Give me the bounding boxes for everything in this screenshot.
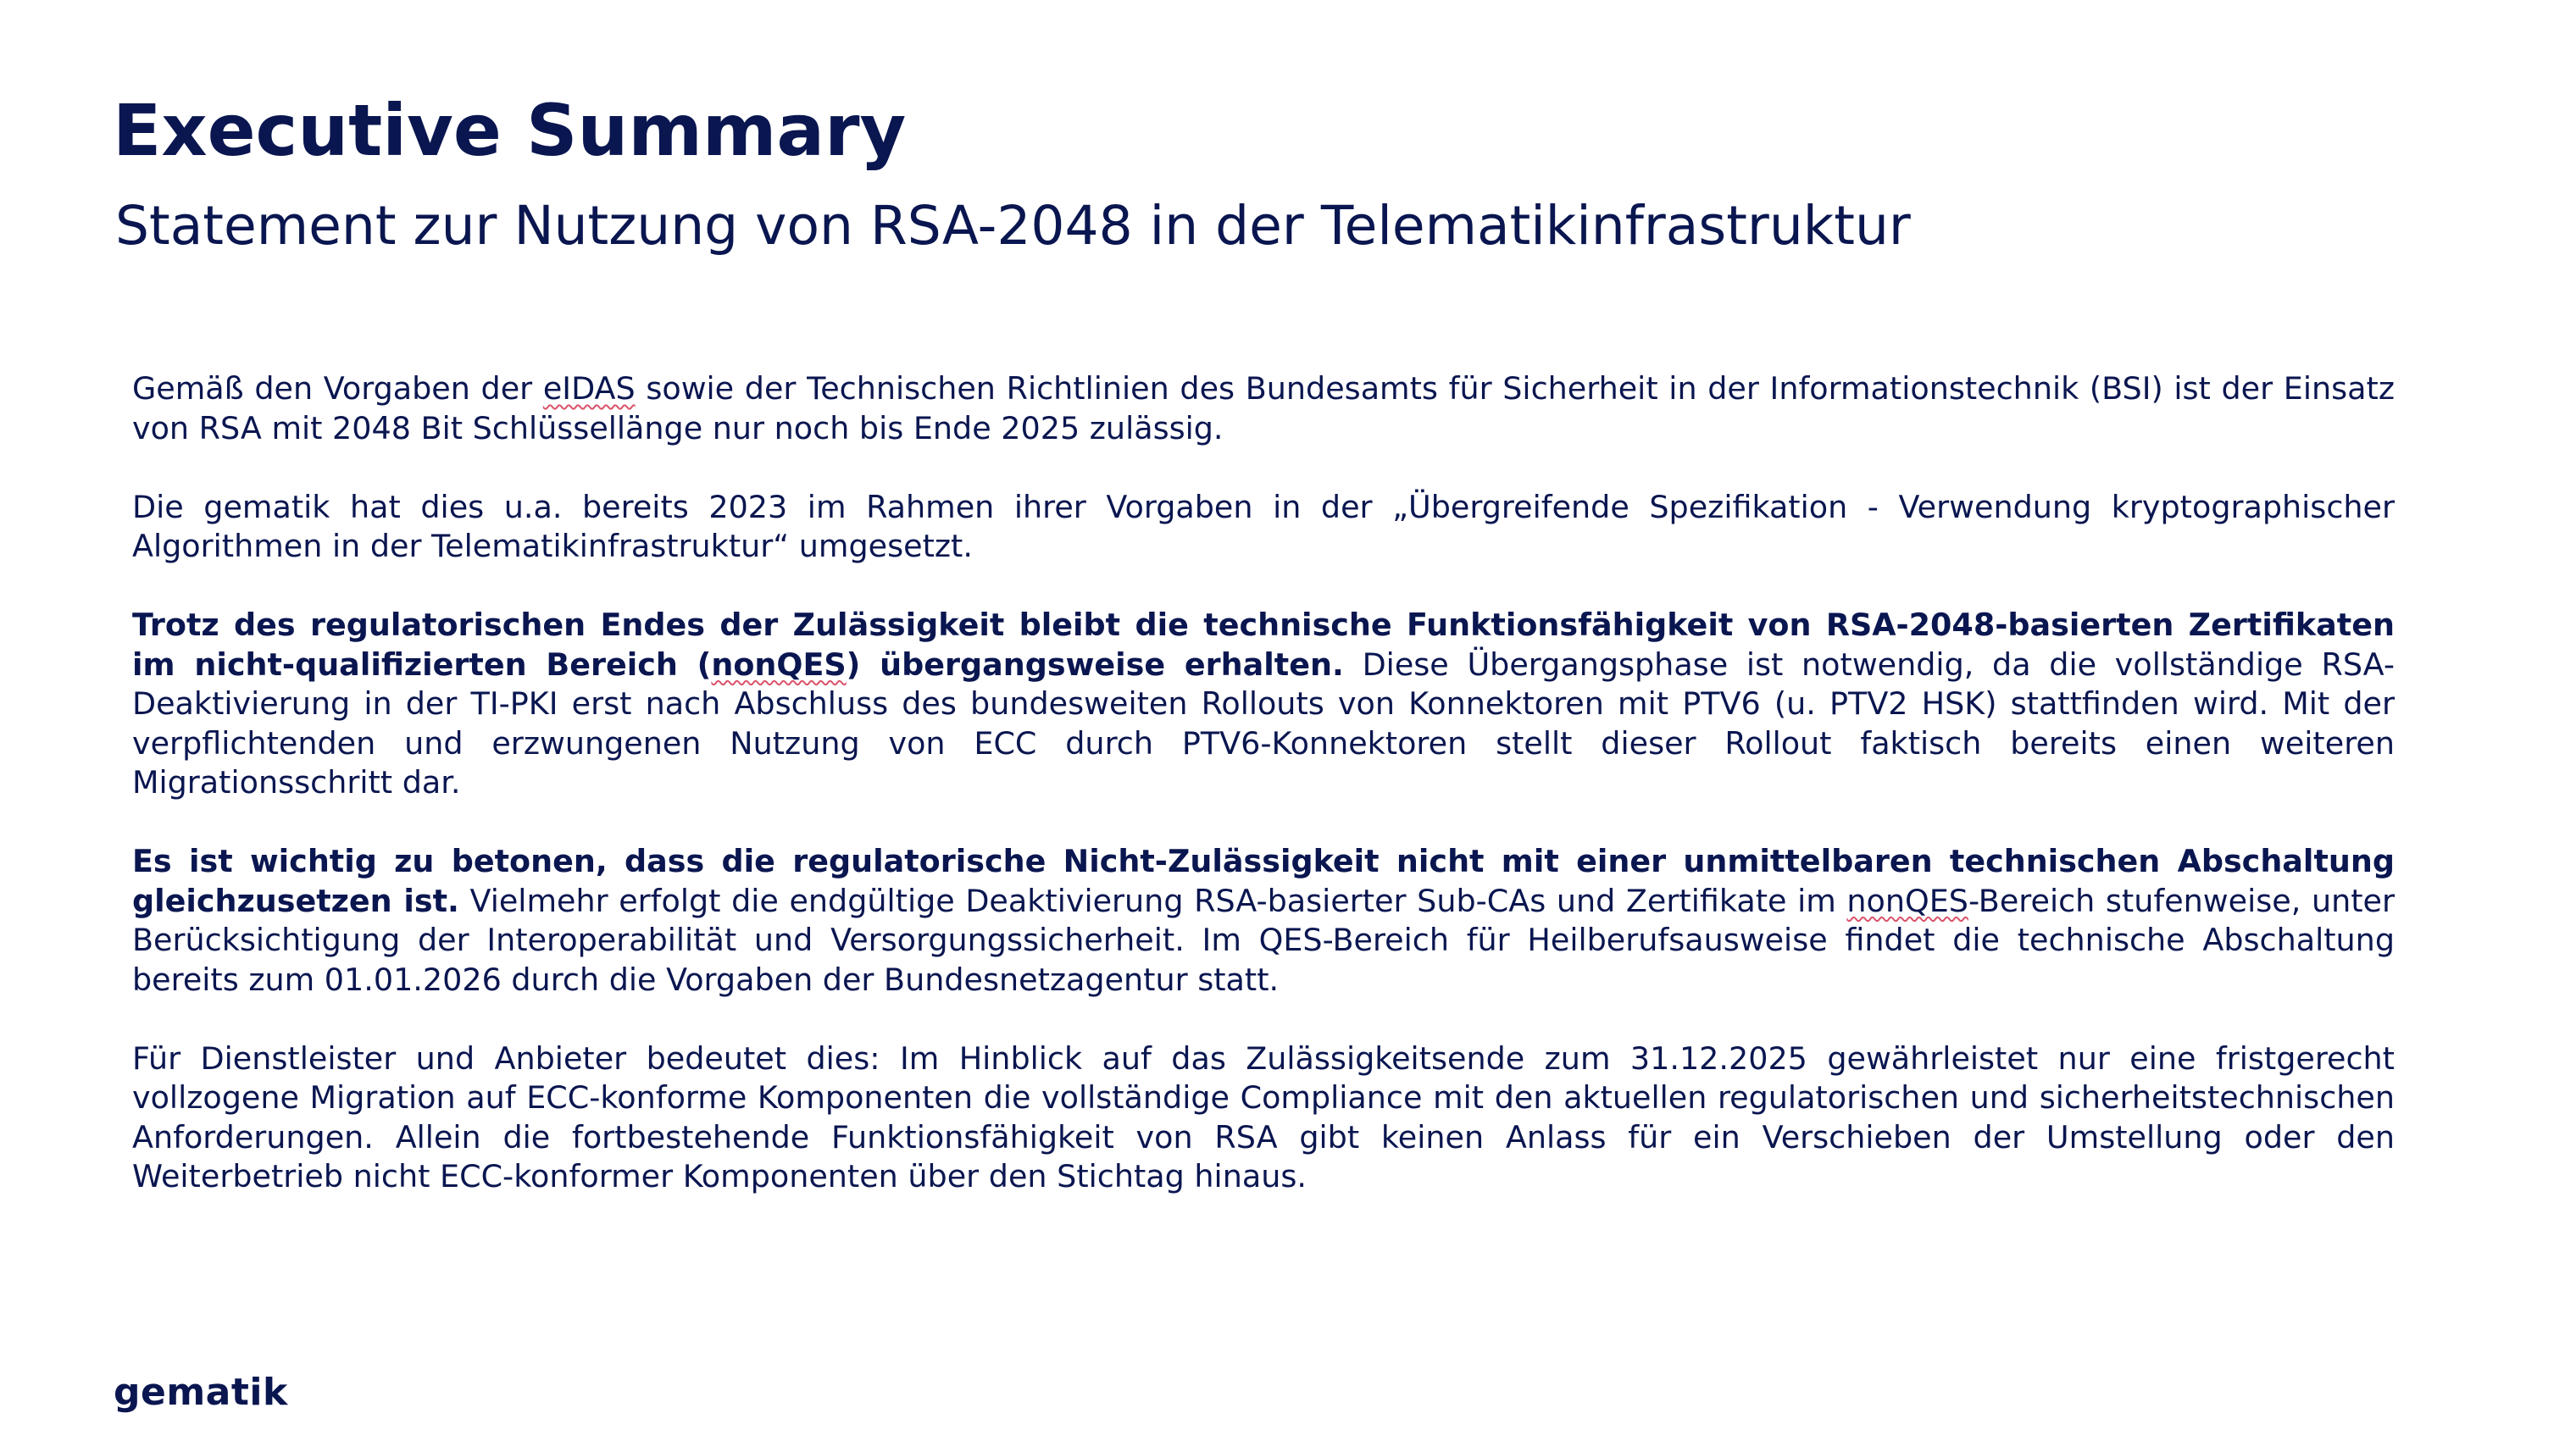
paragraph-transition xyxy=(132,606,2395,803)
spellcheck-word-nonqes: nonQES xyxy=(1846,882,1968,919)
spellcheck-word-eidas: eIDAS xyxy=(542,370,636,407)
slide-title: Executive Summary xyxy=(113,89,907,172)
paragraph-regulation xyxy=(132,369,2395,448)
paragraph-regulation-text-end: sowie der Technischen Richtlinien des Bundesamts für Sicherheit in der Informationstechnik (BSI) ist der Einsatz von RSA mit 2048 Bit Schlüssellänge nur noch bis Ende 2025 zulässig. xyxy=(132,370,2396,446)
paragraph-gematik-spec: Die gematik hat dies u.a. bereits 2023 im Rahmen ihrer Vorgaben in der „Übergreifende Spezifikation - Verwendung kryptographischer Algorithmen in der Telematikinfrastruktur“ umgesetzt. xyxy=(132,488,2395,564)
paragraph-transition-bold-end: ) übergangsweise erhalten. xyxy=(846,646,1344,683)
paragraph-providers: Für Dienstleister und Anbieter bedeutet dies: Im Hinblick auf das Zulässigkeitsende zum 31.12.2025 gewährleistet nur eine fristgerecht vollzogene Migration auf ECC-konforme Komponenten die vollständige Compliance mit den aktuellen regulatorischen und sicherheitstechnischen Anforderungen. Allein die fortbestehende Funktionsfähigkeit von RSA gibt keinen Anlass für ein Verschieben der Umstellung oder den Weiterbetrieb nicht ECC-konformer Komponenten über den Stichtag hinaus. xyxy=(132,1039,2395,1194)
gematik-logo: gematik xyxy=(114,1371,288,1414)
paragraph-shutdown xyxy=(132,842,2395,1000)
paragraph-regulation-text-start: Gemäß den Vorgaben der xyxy=(132,370,543,407)
paragraph-transition-text: Diese Übergangsphase ist notwendig, da die vollständige RSA-Deaktivierung in der TI-PKI erst nach Abschluss des bundesweiten Rollouts von Konnektoren mit PTV6 (u. PTV2 HSK) stattfinden wird. Mit der verpflichtenden und erzwungenen Nutzung von ECC durch PTV6-Konnektoren stellt dieser Rollout faktisch bereits einen weiteren Migrationsschritt dar. xyxy=(132,646,2396,801)
slide-subtitle: Statement zur Nutzung von RSA-2048 in der Telematikinfrastruktur xyxy=(115,195,1911,257)
paragraph-shutdown-text-start: Vielmehr erfolgt die endgültige Deaktivierung RSA-basierter Sub-CAs und Zertifikate im xyxy=(458,882,1847,919)
paragraph-shutdown-text-end: -Bereich stufenweise, unter Berücksichtigung der Interoperabilität und Versorgungssicherheit. Im QES-Bereich für Heilberufsausweise findet die technische Abschaltung bereits zum 01.01.2026 durch die Vorgaben der Bundesnetzagentur statt. xyxy=(132,882,2395,998)
spellcheck-word-nonqes-bold: nonQES xyxy=(711,646,847,683)
paragraph-shutdown-bold: Es ist wichtig zu betonen, dass die regulatorische Nicht-Zulässigkeit nicht mit einer unmittelbaren technischen Abschaltung gleichzusetzen ist. xyxy=(132,843,2395,919)
body-text xyxy=(132,369,2395,1236)
paragraph-transition-bold-start: Trotz des regulatorischen Endes der Zulässigkeit bleibt die technische Funktionsfähigkeit von RSA-2048-basierten Zertifikaten im nicht-qualifizierten Bereich ( xyxy=(132,607,2395,683)
